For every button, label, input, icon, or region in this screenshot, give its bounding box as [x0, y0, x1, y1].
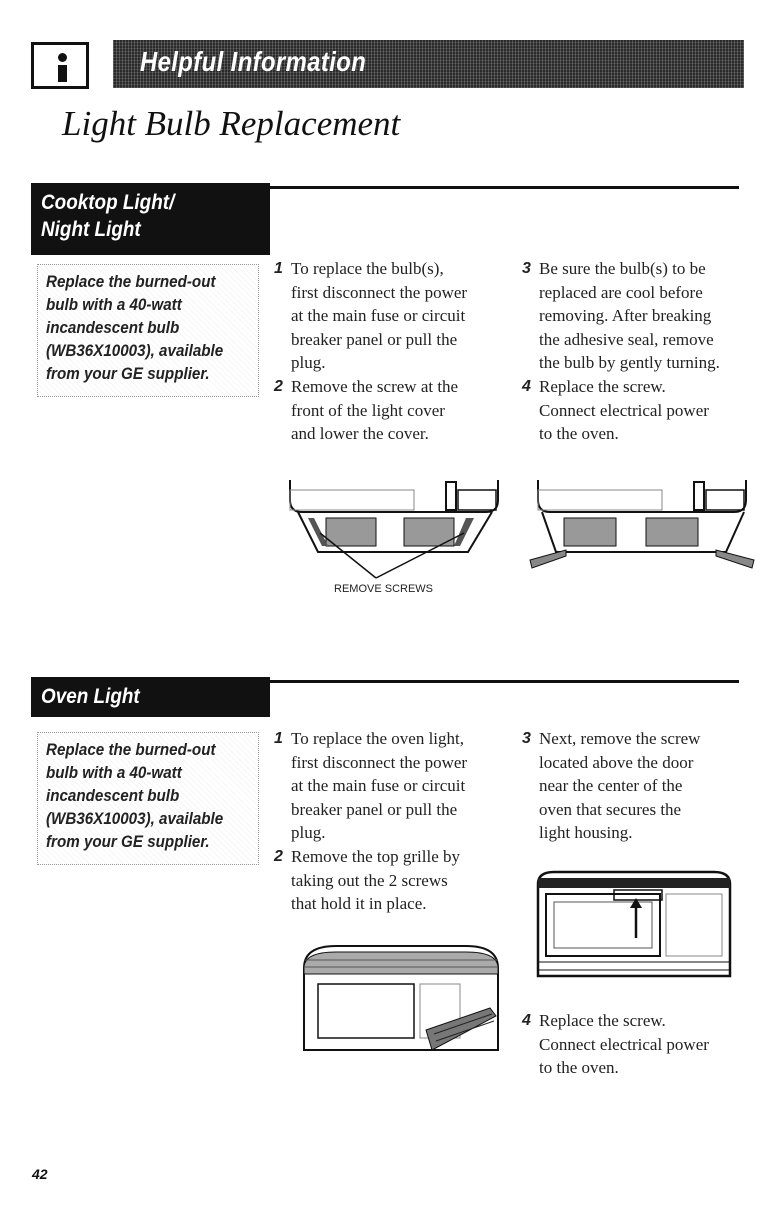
- oven-grille-illustration: [296, 938, 506, 1058]
- step-line: replaced are cool before: [539, 282, 703, 302]
- step-3: [522, 257, 759, 375]
- step-line: Be sure the bulb(s) to be: [539, 259, 706, 278]
- step-line: and lower the cover.: [291, 424, 429, 443]
- note-line: from your GE supplier.: [46, 833, 210, 851]
- step-line: Connect electrical power: [539, 400, 709, 420]
- step-line: Replace the screw.: [539, 377, 666, 396]
- step-line: breaker panel or pull the: [291, 799, 458, 819]
- step-line: plug.: [291, 353, 326, 372]
- step-line: Remove the top grille by: [291, 847, 461, 866]
- note-line: from your GE supplier.: [46, 365, 210, 383]
- info-icon: [31, 42, 89, 89]
- step-line: breaker panel or pull the: [291, 329, 458, 349]
- step-number: 1: [274, 730, 283, 747]
- step-line: to the oven.: [539, 424, 619, 443]
- step-line: at the main fuse or circuit: [291, 776, 466, 795]
- step-line: Remove the screw at the: [291, 377, 459, 396]
- step-line: oven that secures the: [539, 799, 682, 819]
- step-line: plug.: [291, 823, 326, 842]
- step-2: [274, 375, 511, 446]
- step-line: front of the light cover: [291, 400, 445, 420]
- step-line: at the main fuse or circuit: [291, 306, 466, 325]
- step-number: 4: [522, 1012, 531, 1029]
- section-rule: [270, 680, 739, 683]
- section-tab-line: Night Light: [41, 218, 141, 241]
- section-tab-cooktop-light: [31, 183, 270, 255]
- step-line: first disconnect the power: [291, 752, 468, 772]
- step-line: light housing.: [539, 823, 633, 842]
- section-tab-oven-light: [31, 677, 270, 717]
- step-line: first disconnect the power: [291, 282, 468, 302]
- remove-screws-label: REMOVE SCREWS: [334, 583, 434, 595]
- step-line: taking out the 2 screws: [291, 870, 448, 890]
- step-line: that hold it in place.: [291, 894, 427, 913]
- note-line: bulb with a 40-watt: [46, 764, 182, 782]
- note-line: incandescent bulb: [46, 787, 180, 805]
- header-title: Helpful Information: [140, 46, 367, 77]
- cooktop-light-illustration-2: [526, 460, 758, 600]
- step-number: 3: [522, 730, 531, 747]
- bulb-note-oven: [37, 732, 259, 865]
- step-number: 3: [522, 260, 531, 277]
- step-line: near the center of the: [539, 776, 683, 795]
- section-rule: [270, 186, 739, 189]
- step-line: Next, remove the screw: [539, 729, 701, 748]
- step-number: 2: [274, 848, 283, 865]
- section-tab-line: Cooktop Light/: [41, 191, 175, 214]
- step-4: [522, 1009, 759, 1080]
- oven-light-housing-illustration: [534, 868, 734, 980]
- note-line: Replace the burned-out: [46, 273, 216, 291]
- step-3: [522, 727, 759, 845]
- step-line: Replace the screw.: [539, 1011, 666, 1030]
- page-number: 42: [32, 1166, 48, 1182]
- note-line: (WB36X10003), available: [46, 810, 224, 828]
- step-line: located above the door: [539, 752, 694, 772]
- step-number: 2: [274, 378, 283, 395]
- step-line: removing. After breaking: [539, 306, 712, 325]
- step-line: Connect electrical power: [539, 1034, 709, 1054]
- step-number: 1: [274, 260, 283, 277]
- page-title: Light Bulb Replacement: [62, 104, 401, 143]
- note-line: incandescent bulb: [46, 319, 180, 337]
- step-line: the adhesive seal, remove: [539, 329, 714, 349]
- step-line: To replace the oven light,: [291, 729, 464, 748]
- bulb-note-cooktop: [37, 264, 259, 397]
- step-1: [274, 257, 511, 375]
- step-1: [274, 727, 511, 845]
- section-tab-line: Oven Light: [41, 685, 140, 708]
- step-number: 4: [522, 378, 531, 395]
- step-2: [274, 845, 511, 916]
- step-4: [522, 375, 759, 446]
- step-line: the bulb by gently turning.: [539, 353, 720, 372]
- note-line: (WB36X10003), available: [46, 342, 224, 360]
- note-line: Replace the burned-out: [46, 741, 216, 759]
- note-line: bulb with a 40-watt: [46, 296, 182, 314]
- step-line: to the oven.: [539, 1058, 619, 1077]
- step-line: To replace the bulb(s),: [291, 259, 444, 278]
- cooktop-light-illustration-1: [278, 460, 510, 600]
